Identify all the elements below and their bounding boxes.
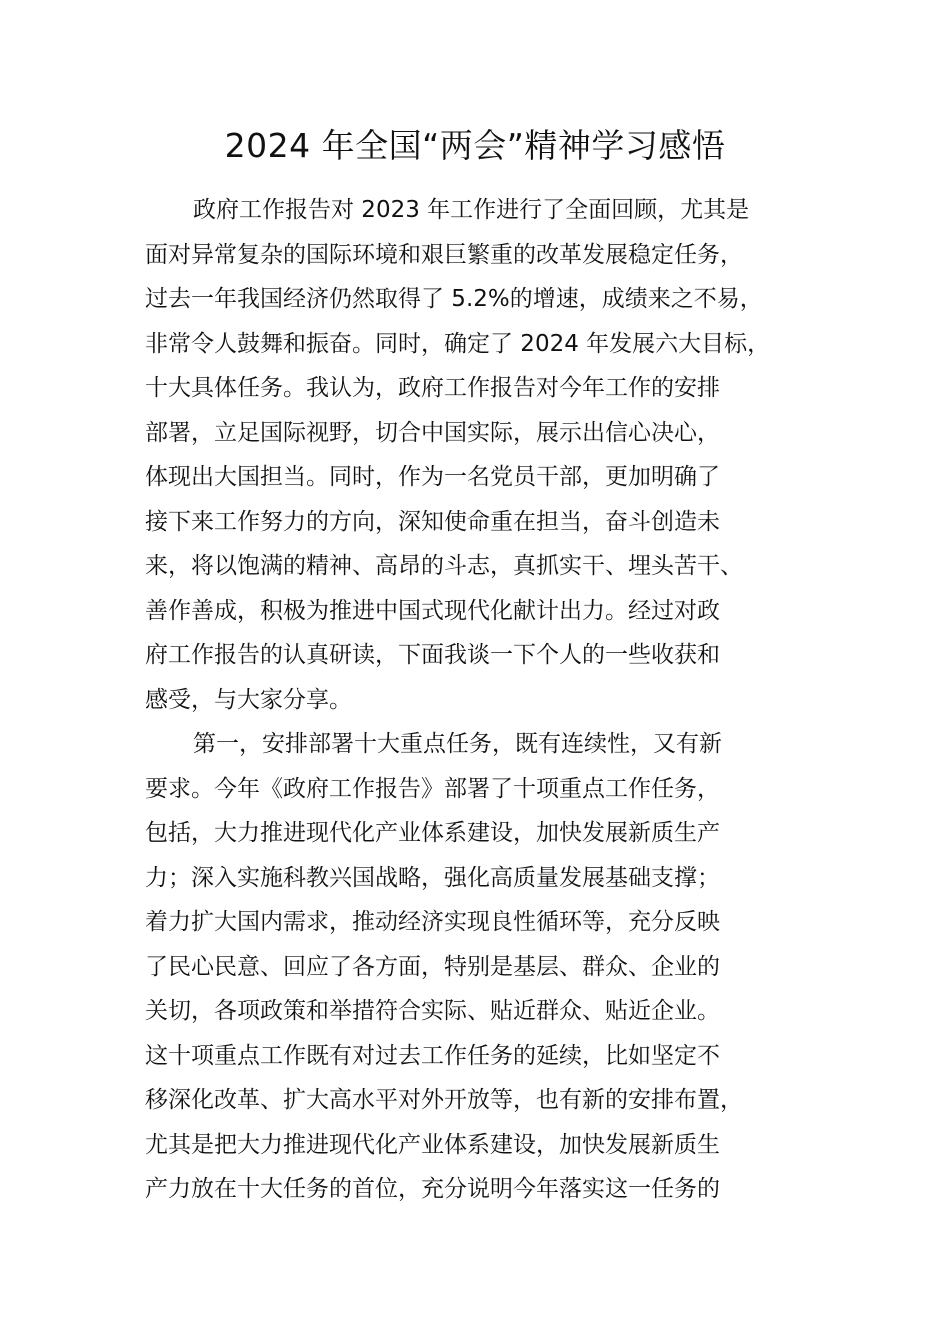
paragraph-line: 要求。今年《政府工作报告》部署了十项重点工作任务，	[145, 775, 720, 802]
paragraph-1	[145, 188, 845, 722]
paragraph-line: 这十项重点工作既有对过去工作任务的延续，比如坚定不	[145, 1042, 720, 1069]
paragraph-line: 政府工作报告对 2023 年工作进行了全面回顾，尤其是	[193, 197, 750, 223]
paragraph-line: 面对异常复杂的国际环境和艰巨繁重的改革发展稳定任务，	[145, 241, 743, 268]
paragraph-line: 包括，大力推进现代化产业体系建设，加快发展新质生产	[145, 820, 720, 846]
paragraph-line: 产力放在十大任务的首位，充分说明今年落实这一任务的	[145, 1176, 720, 1202]
paragraph-line: 善作善成，积极为推进中国式现代化献计出力。经过对政	[145, 597, 720, 624]
paragraph-line: 关切，各项政策和举措符合实际、贴近群众、贴近企业。	[145, 998, 720, 1024]
document-title: 2024 年全国“两会”精神学习感悟	[224, 126, 726, 165]
paragraph-line: 着力扩大国内需求，推动经济实现良性循环等，充分反映	[145, 909, 720, 935]
paragraph-line: 移深化改革、扩大高水平对外开放等，也有新的安排布置，	[145, 1087, 743, 1113]
paragraph-2	[145, 722, 845, 1212]
paragraph-line: 了民心民意、回应了各方面，特别是基层、群众、企业的	[145, 953, 720, 980]
paragraph-line: 尤其是把大力推进现代化产业体系建设，加快发展新质生	[145, 1131, 720, 1158]
paragraph-line: 来，将以饱满的精神、高昂的斗志，真抓实干、埋头苦干、	[145, 553, 743, 579]
paragraph-line: 十大具体任务。我认为，政府工作报告对今年工作的安排	[145, 375, 720, 401]
paragraph-line: 府工作报告的认真研读，下面我谈一下个人的一些收获和	[145, 642, 720, 668]
paragraph-line: 力；深入实施科教兴国战略，强化高质量发展基础支撑；	[145, 864, 720, 891]
paragraph-line: 非常令人鼓舞和振奋。同时，确定了 2024 年发展六大目标，	[145, 330, 771, 357]
paragraph-line: 第一，安排部署十大重点任务，既有连续性，又有新	[193, 731, 722, 757]
paragraph-line: 体现出大国担当。同时，作为一名党员干部，更加明确了	[145, 464, 720, 490]
paragraph-line: 部署，立足国际视野，切合中国实际，展示出信心决心，	[145, 419, 720, 446]
document-body	[145, 188, 845, 1212]
paragraph-line: 过去一年我国经济仍然取得了 5.2%的增速，成绩来之不易，	[145, 286, 763, 312]
paragraph-line: 接下来工作努力的方向，深知使命重在担当，奋斗创造未	[145, 508, 720, 535]
paragraph-line: 感受，与大家分享。	[145, 686, 352, 713]
